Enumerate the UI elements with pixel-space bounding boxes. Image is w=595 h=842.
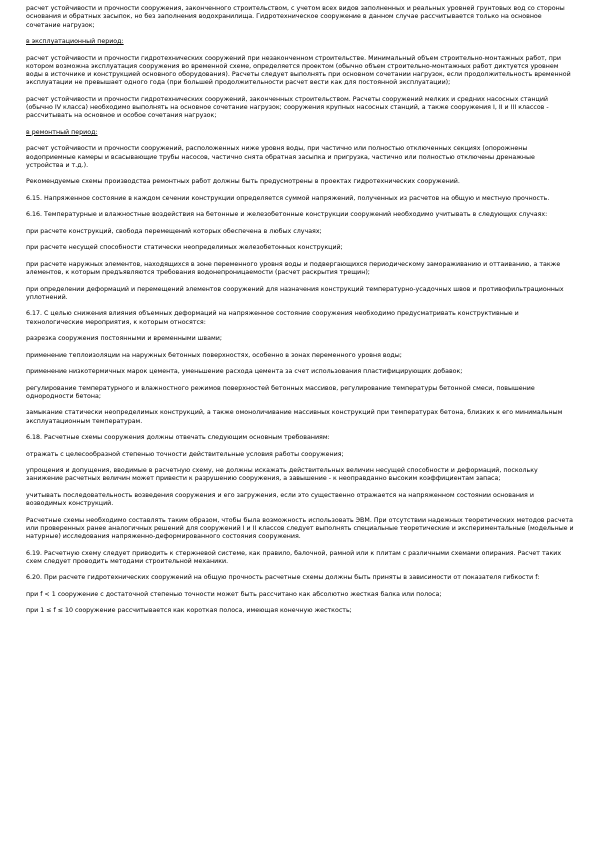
paragraph: 6.19. Расчетную схему следует приводить к стержневой системе, как правило, балочной, рамной или к плитам с различными схемами опирания. Расчет таких схем следует проводить методами строительной механики. bbox=[26, 549, 562, 565]
section-heading: в эксплуатационный период: bbox=[26, 38, 124, 45]
paragraph: при 1 ≤ f ≤ 10 сооружение рассчитывается как короткая полоса, имеющая конечную жесткость; bbox=[26, 607, 352, 615]
paragraph: 6.17. С целью снижения влияния объемных деформаций на напряженное состояние сооружения необходимо предусматривать конструктивные и технологические мероприятия, к которым относятся: bbox=[26, 310, 519, 326]
paragraph: отражать с целесообразной степенью точности действительные условия работы сооружения; bbox=[26, 450, 344, 458]
paragraph: применение теплоизоляции на наружных бетонных поверхностях, особенно в зонах переменного уровня воды; bbox=[26, 351, 402, 359]
paragraph: при расчете несущей способности статически неопределимых железобетонных конструкций; bbox=[26, 244, 343, 252]
paragraph: учитывать последовательность возведения сооружения и его загружения, если это существенно отражается на напряженном состоянии основания и возводимых конструкций. bbox=[26, 491, 534, 507]
document-page bbox=[26, 0, 574, 842]
paragraph: упрощения и допущения, вводимые в расчетную схему, не должны искажать действительных величин несущей способности и деформаций, поскольку занижение расчетных величин может привести к разрушению сооружения, а завышение - к неоправданно высоким коэффициентам запаса; bbox=[26, 467, 538, 483]
paragraph: расчет устойчивости и прочности гидротехнических сооружений при незаконченном строительстве. Минимальный объем строительно-монтажных работ, при котором возможна эксплуатация сооружения во временной схеме, определяется проектом (обычно объем строительно-монтажных работ диктуется уровнем воды в источнике и конструкцией основного оборудования). Расчеты следует выполнять при основном сочетании нагрузок, если продолжительность временной эксплуатации не превышает одного года (при большей продолжительности расчет вести как для постоянной эксплуатации); bbox=[26, 54, 571, 87]
paragraph: 6.18. Расчетные схемы сооружения должны отвечать следующим основным требованиям: bbox=[26, 434, 330, 441]
paragraph: Рекомендуемые схемы производства ремонтных работ должны быть предусмотрены в проектах гидротехнических сооружений. bbox=[26, 178, 460, 186]
section-heading: в ремонтный период: bbox=[26, 128, 98, 136]
paragraph: расчет устойчивости и прочности гидротехнических сооружений, законченных строительством. Расчеты сооружений мелких и средних насосных станций (обычно IV класса) необходимо выполнять на основное сочетание нагрузок; сооружения крупных насосных станций, а также сооружения I, II и III классов - рассчитывать на основное и особое сочетания нагрузок; bbox=[26, 95, 549, 120]
paragraph: разрезка сооружения постоянными и временными швами; bbox=[26, 335, 222, 342]
paragraph: при расчете наружных элементов, находящихся в зоне переменного уровня воды и подвергающихся периодическому замораживанию и оттаиванию, а также элементов, к которым предъявляются требования водонепроницаемости (расчет раскрытия трещин); bbox=[26, 260, 561, 276]
paragraph: при расчете конструкций, свобода перемещений которых обеспечена в любых случаях; bbox=[26, 227, 322, 235]
paragraph: 6.20. При расчете гидротехнических сооружений на общую прочность расчетные схемы должны быть приняты в зависимости от показателя гибкости f: bbox=[26, 574, 540, 582]
paragraph: замыкание статически неопределимых конструкций, а также омоноличивание массивных конструкций при температурах бетона, близких к его минимальным эксплуатационным температурам. bbox=[26, 409, 563, 425]
paragraph: применение низкотермичных марок цемента, уменьшение расхода цемента за счет использования пластифицирующих добавок; bbox=[26, 368, 463, 375]
paragraph: при f < 1 сооружение с достаточной степенью точности может быть рассчитано как абсолютно жесткая балка или полоса; bbox=[26, 590, 442, 598]
paragraph: расчет устойчивости и прочности сооружений, расположенных ниже уровня воды, при частично или полностью отключенных секциях (опорожнены водоприемные камеры и всасывающие трубы насосов, частично снята обратная засыпка и пригрузка, частично или полностью отключены дренажные устройства и т.д.). bbox=[26, 145, 535, 169]
paragraph: 6.16. Температурные и влажностные воздействия на бетонные и железобетонные конструкции сооружений необходимо учитывать в следующих случаях: bbox=[26, 211, 548, 219]
paragraph: расчет устойчивости и прочности сооружения, законченного строительством, с учетом всех видов заполненных и реальных уровней грунтовых вод со стороны основания и обратных засыпок, но без заполнения водохранилища. Гидротехническое сооружение в данном случае рассчитывается только на основное сочетание нагрузок; bbox=[26, 5, 565, 29]
paragraph: Расчетные схемы необходимо составлять таким образом, чтобы была возможность использовать ЭВМ. При отсутствии надежных теоретических методов расчета или проверенных ранее аналогичных решений для сооружений I и II классов следует выполнять специальные теоретические и экспериментальные (модельные и натурные) исследования напряженно-деформированного состояния сооружения. bbox=[26, 516, 574, 540]
paragraph: 6.15. Напряженное состояние в каждом сечении конструкции определяется суммой напряжений, полученных из расчетов на общую и местную прочность. bbox=[26, 194, 550, 202]
paragraph: регулирование температурного и влажностного режимов поверхностей бетонных массивов, регулирование температуры бетонной смеси, повышение однородности бетона; bbox=[26, 384, 535, 400]
paragraph: при определении деформаций и перемещений элементов сооружений для назначения конструкций температурно-усадочных швов и противофильтрационных уплотнений. bbox=[26, 285, 564, 301]
